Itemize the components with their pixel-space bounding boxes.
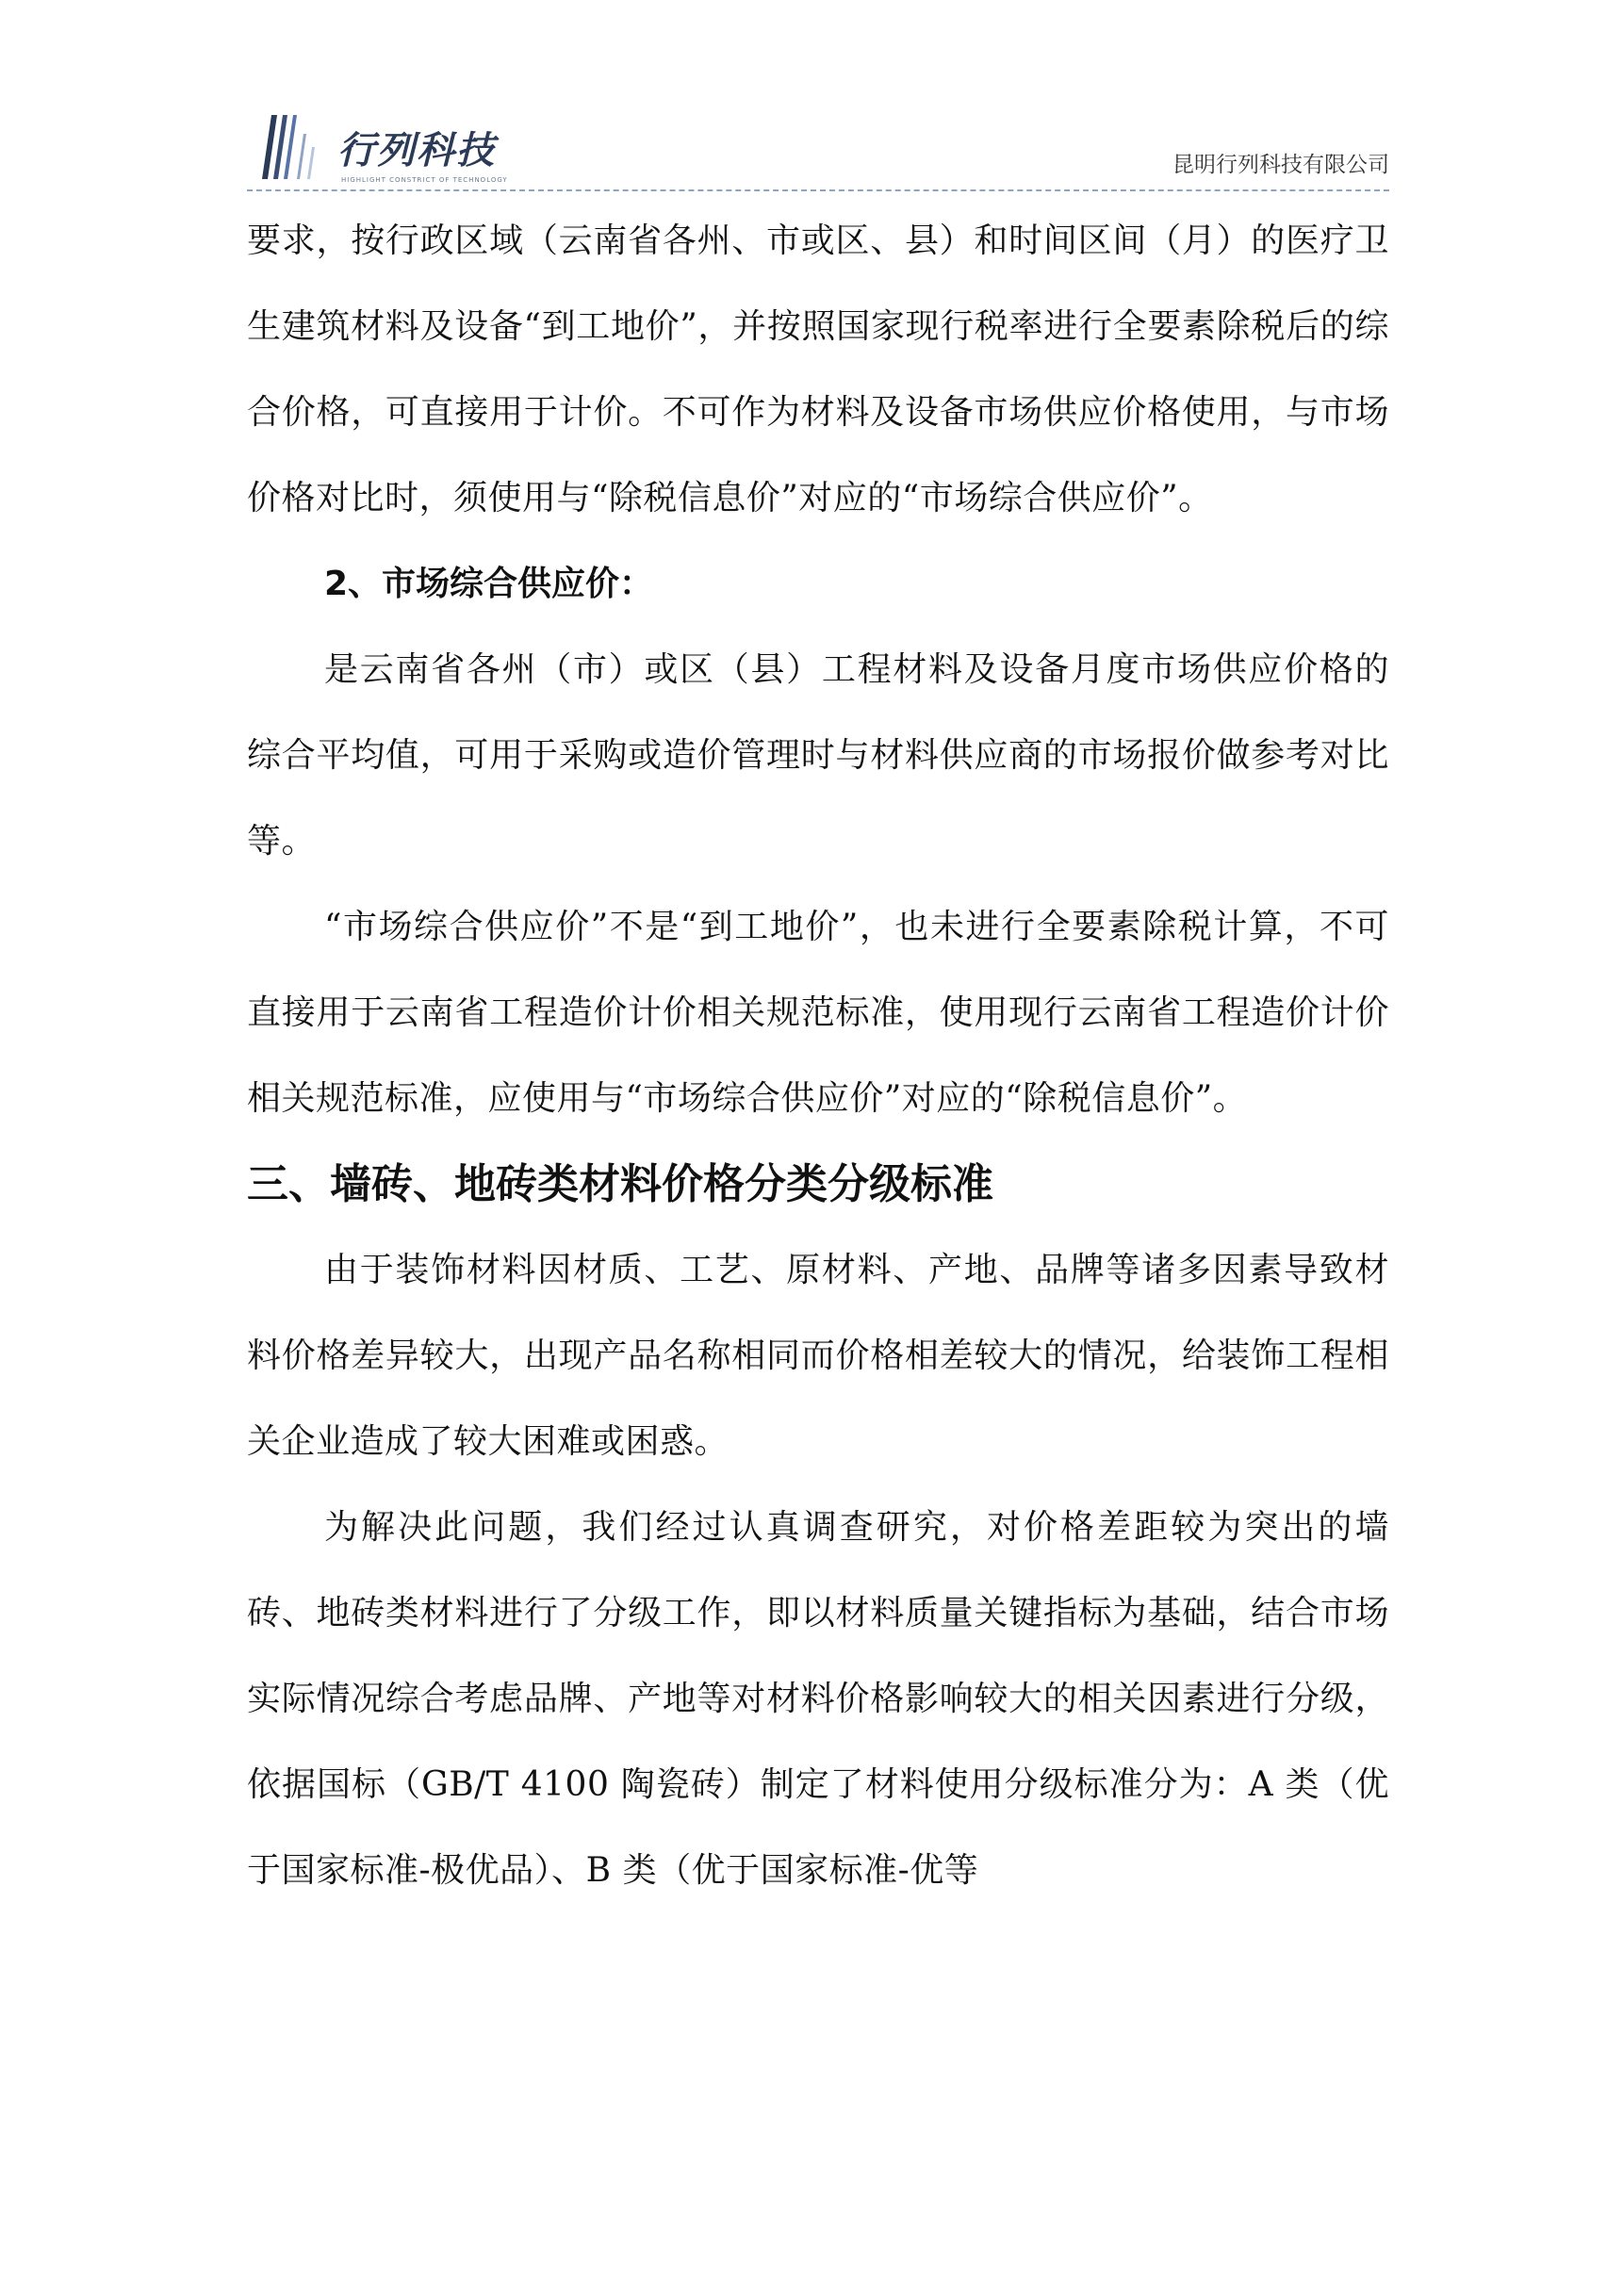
section-heading-tile-grading: 三、墙砖、地砖类材料价格分类分级标准 [247, 1160, 993, 1208]
logo-subtext: HIGHLIGHT CONSTRICT OF TECHNOLOGY [341, 176, 508, 184]
paragraph-market-price-usage: “市场综合供应价”不是“到工地价”，也未进行全要素除税计算，不可直接用于云南省工程造价计价相关规范标准，使用现行云南省工程造价计价相关规范标准，应使用与“市场综合供应价”对应的“除税信息价”。 [247, 908, 1389, 1118]
paragraph-grading-method: 为解决此问题，我们经过认真调查研究，对价格差距较为突出的墙砖、地砖类材料进行了分级工作，即以材料质量关键指标为基础，结合市场实际情况综合考虑品牌、产地等对材料价格影响较大的相关因素进行分级，依据国标（GB/T 4100 陶瓷砖）制定了材料使用分级标准分为：A 类（优于国家标准-极优品）、B 类（优于国家标准-优等 [247, 1508, 1389, 1890]
document-body [247, 198, 1389, 1913]
company-logo [258, 109, 541, 185]
logo-bars-icon [258, 109, 334, 185]
subheading-market-price: 2、市场综合供应价： [324, 565, 654, 603]
paragraph-price-variance: 由于装饰材料因材质、工艺、原材料、产地、品牌等诸多因素导致材料价格差异较大，出现产品名称相同而价格相差较大的情况，给装饰工程相关企业造成了较大困难或困惑。 [247, 1251, 1389, 1461]
company-name: 昆明行列科技有限公司 [1172, 153, 1389, 177]
logo-text: 行列科技 [337, 129, 496, 172]
header-divider [247, 189, 1389, 191]
paragraph-continued: 要求，按行政区域（云南省各州、市或区、县）和时间区间（月）的医疗卫生建筑材料及设备“到工地价”，并按照国家现行税率进行全要素除税后的综合价格，可直接用于计价。不可作为材料及设备市场供应价格使用，与市场价格对比时，须使用与“除税信息价”对应的“市场综合供应价”。 [247, 221, 1389, 517]
page-header [247, 102, 1389, 192]
paragraph-market-price-definition: 是云南省各州（市）或区（县）工程材料及设备月度市场供应价格的综合平均值，可用于采购或造价管理时与材料供应商的市场报价做参考对比等。 [247, 650, 1389, 861]
